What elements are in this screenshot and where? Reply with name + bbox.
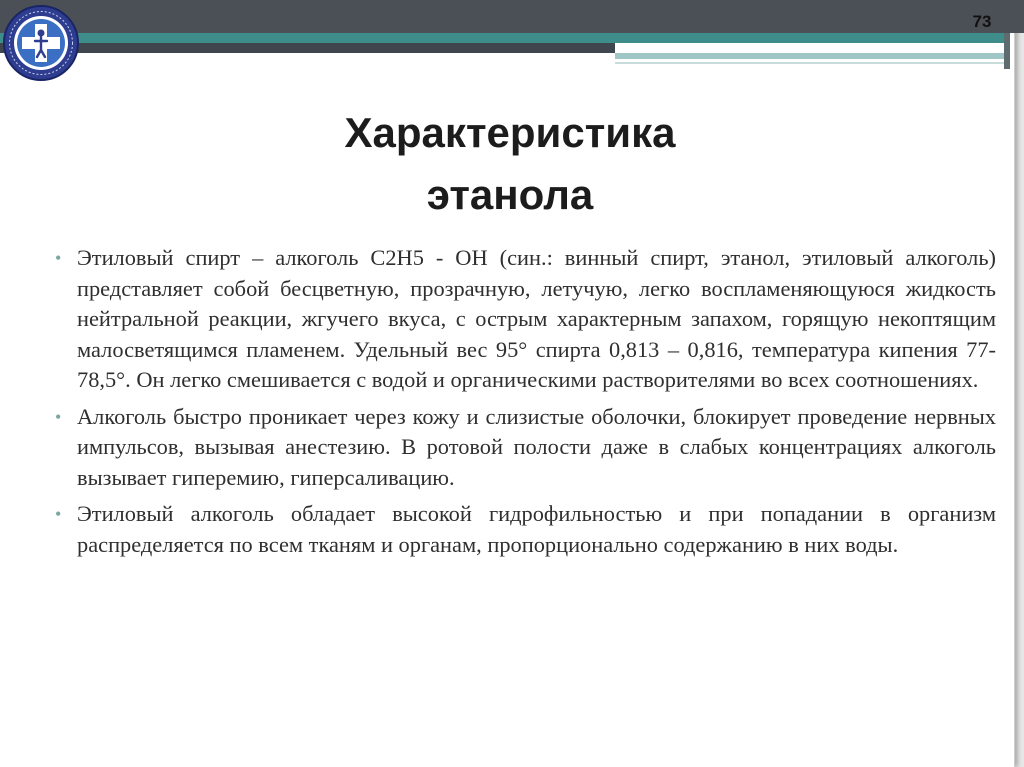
bullet-text: Этиловый алкоголь обладает высокой гидрофильностью и при попадании в организм распределяется по всем тканям и органам, пропорционально содержанию в них воды. (77, 501, 996, 557)
bullet-icon: • (55, 406, 62, 427)
slide-number: 73 (972, 12, 992, 31)
header-accent-band (0, 33, 1010, 43)
header-dark-band (0, 43, 615, 53)
bullet-list (48, 243, 996, 566)
bullet-icon: • (55, 504, 62, 524)
organization-logo-icon (2, 2, 80, 84)
header-light-stripe (615, 53, 1010, 59)
bullet-item (48, 499, 996, 560)
slide-title (230, 102, 790, 226)
bullet-text: Алкоголь быстро проникает через кожу и слизистые оболочки, блокирует проведение нервных импульсов, вызывая анестезию. В ротовой полости даже в слабых концентрациях алкоголь вызывает гиперемию, гиперсаливацию. (77, 403, 996, 490)
bullet-text: Этиловый спирт – алкоголь С2Н5 - ОН (син.: винный спирт, этанол, этиловый алкоголь) представляет собой бесцветную, прозрачную, летучую, легко воспламеняющуюся жидкость нейтральной реакции, жгучего вкуса, с острым характерным запахом, горящую некоптящим малосветящимся пламенем. Удельный вес 95° спирта 0,813 – 0,816, температура кипения 77- 78,5°. Он легко смешивается с водой и органическими растворителями во всех соотношениях. (77, 245, 996, 392)
bullet-icon: • (55, 248, 62, 268)
title-line-1: Характеристика (344, 109, 676, 156)
bullet-item (48, 243, 996, 396)
header-thin-stripe (615, 62, 1010, 64)
title-line-2: этанола (426, 171, 594, 218)
header-right-edge (1004, 33, 1010, 69)
bullet-item (48, 402, 996, 494)
header-bar (0, 0, 1024, 33)
